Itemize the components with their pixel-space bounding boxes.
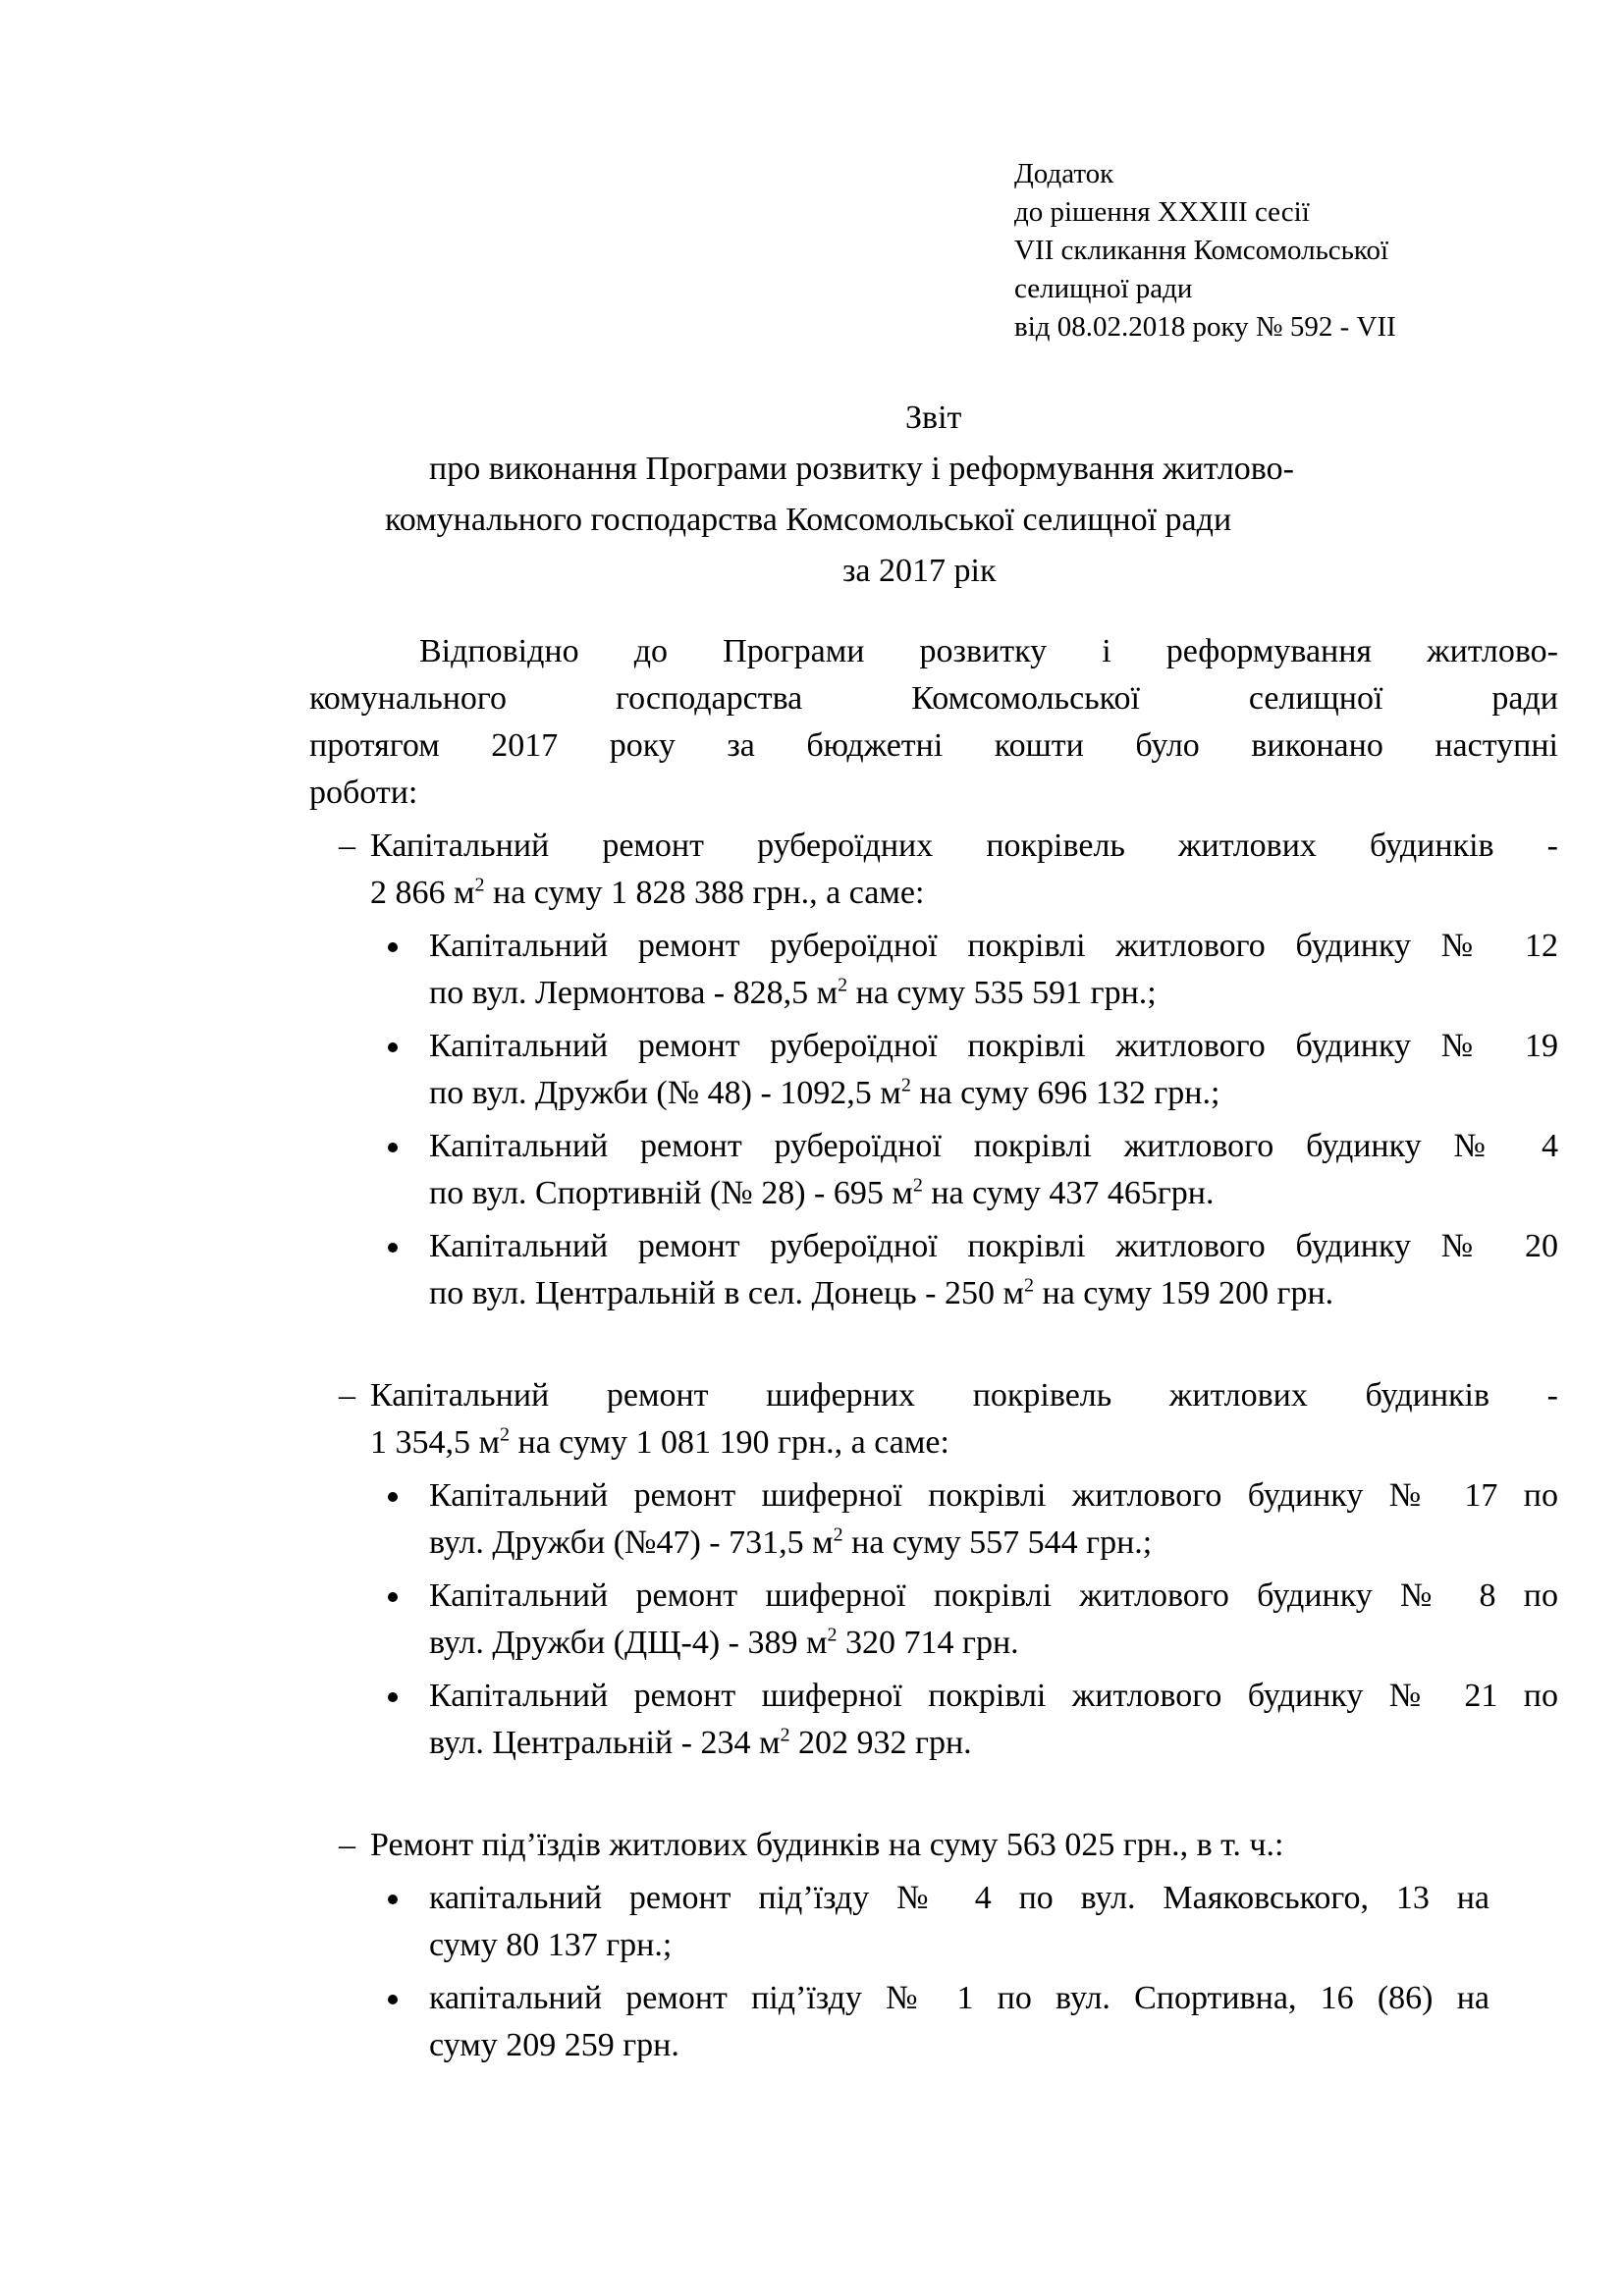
item-line: Капітальний ремонт шиферної покрівлі житлового будинку № 8 по (429, 1577, 1558, 1614)
list-item (309, 1223, 1558, 1317)
intro-line: протягом 2017 року за бюджетні кошти було виконано наступні (309, 727, 1558, 764)
bullet-icon (388, 1895, 398, 1904)
title-line: за 2017 рік (842, 553, 997, 589)
bullet-icon (388, 1143, 398, 1152)
addendum-line: від 08.02.2018 року № 592 - VII (1014, 311, 1396, 343)
bullet-icon (388, 1995, 398, 2004)
section-items (309, 1875, 1558, 2069)
item-line: Капітальний ремонт руберoїдної покрівлі житлового будинку № 19 (429, 1028, 1558, 1064)
item-line: вул. Центральній - 234 $м^2$ 202 932 грн. (429, 1724, 972, 1761)
section-heading-line: Ремонт під’їздів житлових будинків на суму 563 025 грн., в т. ч.: (370, 1827, 1284, 1863)
spacer (309, 1323, 1558, 1366)
item-line: вул. Дружби (№47) - 731,5 $м^2$ на суму 557 544 грн.; (429, 1523, 1153, 1561)
addendum-line: до рішення XXXIII сесії (1014, 196, 1310, 228)
section-entrances (309, 1822, 1558, 2069)
section-heading (309, 1372, 1558, 1467)
bullet-icon (388, 1492, 398, 1502)
intro-line: Відповідно до Програми розвитку і реформування житлово- (419, 633, 1558, 669)
intro-line: роботи: (309, 774, 418, 811)
item-line: вул. Дружби (ДЩ-4) - 389 $м^2$ 320 714 грн. (429, 1624, 1019, 1661)
item-line: по вул. Спортивній (№ 28) - 695 $м^2$ на суму 437 465грн. (429, 1174, 1215, 1211)
section-items (309, 923, 1558, 1317)
item-line: суму 80 137 грн.; (429, 1927, 673, 1963)
bullet-icon (388, 1592, 398, 1602)
list-item (309, 1123, 1558, 1217)
list-item (309, 1472, 1558, 1567)
list-item (309, 1573, 1558, 1667)
item-line: Капітальний ремонт руберoїдної покрівлі житлового будинку № 4 (429, 1128, 1558, 1164)
addendum-line: VII скликання Комсомольської (1014, 235, 1389, 266)
bullet-icon (388, 1042, 398, 1052)
section-heading-line: Капітальний ремонт шиферних покрівель житлових будинків - (370, 1377, 1558, 1414)
list-item (309, 1023, 1558, 1117)
addendum-line: Додаток (1014, 158, 1114, 189)
title-line: про виконання Програми розвитку і реформування житлово- (429, 451, 1294, 487)
section-slate-roofs (309, 1372, 1558, 1767)
section-items (309, 1472, 1558, 1767)
bullet-icon (388, 1692, 398, 1702)
section-heading (309, 1822, 1558, 1869)
item-line: Капітальний ремонт руберoїдної покрівлі житлового будинку № 12 (429, 928, 1558, 964)
spacer (309, 1773, 1558, 1816)
item-line: по вул. Лермонтова - 828,5 $м^2$ на суму 535 591 грн.; (429, 974, 1157, 1011)
section-heading-line: 1 354,5 $м^2$ на суму 1 081 190 грн., а саме: (370, 1423, 949, 1461)
item-line: суму 209 259 грн. (429, 2027, 679, 2063)
dash-marker: – (339, 1377, 355, 1414)
item-line: по вул. Центральній в сел. Донець - 250 $м^2$ на суму 159 200 грн. (429, 1274, 1334, 1311)
bullet-icon (388, 942, 398, 952)
section-heading-line: Капітальний ремонт руберoїдних покрівель житлових будинків - (370, 828, 1558, 864)
item-line: Капітальний ремонт руберoїдної покрівлі житлового будинку № 20 (429, 1228, 1558, 1264)
intro-paragraph (309, 628, 1558, 817)
list-item (309, 1673, 1558, 1767)
item-line: Капітальний ремонт шиферної покрівлі житлового будинку № 17 по (429, 1477, 1558, 1514)
section-ruberoid-roofs (309, 823, 1558, 1317)
title-line: Звіт (905, 400, 962, 436)
section-heading (309, 823, 1558, 917)
item-line: капітальний ремонт під’їзду № 1 по вул. Спортивна, 16 (86) на (429, 1980, 1489, 2016)
item-line: по вул. Дружби (№ 48) - 1092,5 $м^2$ на суму 696 132 грн.; (429, 1074, 1220, 1111)
addendum-line: селищної ради (1014, 273, 1193, 304)
title-line: комунального господарства Комсомольської селищної ради (385, 502, 1232, 538)
list-item (309, 1875, 1489, 1969)
item-line: капітальний ремонт під’їзду № 4 по вул. Маяковського, 13 на (429, 1880, 1489, 1916)
dash-marker: – (339, 1827, 355, 1863)
list-item (309, 923, 1558, 1017)
intro-line: комунального господарства Комсомольської селищної ради (309, 680, 1558, 717)
item-line: Капітальний ремонт шиферної покрівлі житлового будинку № 21 по (429, 1678, 1558, 1714)
bullet-icon (388, 1243, 398, 1253)
section-heading-line: 2 866 $м^2$ на суму 1 828 388 грн., а саме: (370, 874, 925, 911)
dash-marker: – (339, 828, 355, 864)
report-body (309, 628, 1558, 2075)
addendum-block (1014, 155, 1396, 347)
list-item (309, 1975, 1489, 2069)
